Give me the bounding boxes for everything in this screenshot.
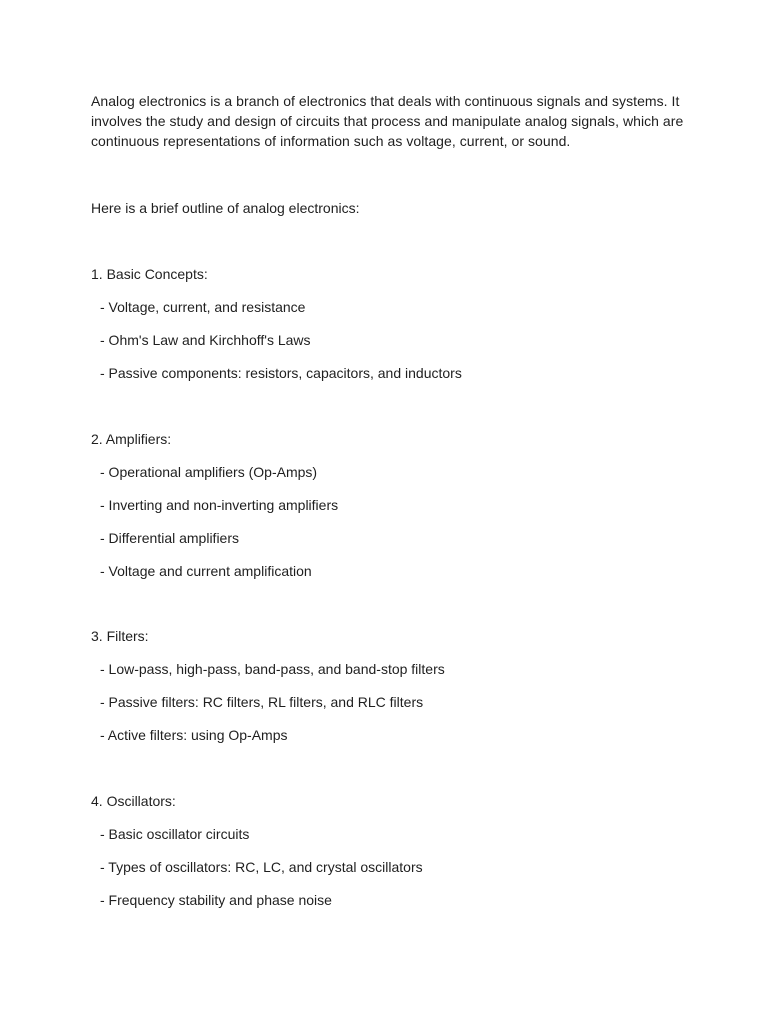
section-heading: 3. Filters:	[91, 628, 149, 644]
list-item: - Operational amplifiers (Op-Amps)	[100, 464, 318, 480]
list-item: - Ohm's Law and Kirchhoff's Laws	[100, 332, 311, 348]
section-heading: 2. Amplifiers:	[91, 431, 172, 447]
list-item: - Passive filters: RC filters, RL filters, and RLC filters	[100, 694, 424, 710]
document-page	[91, 91, 691, 908]
list-item: - Frequency stability and phase noise	[100, 892, 332, 908]
list-item: - Inverting and non-inverting amplifiers	[100, 497, 339, 513]
list-item: - Passive components: resistors, capacitors, and inductors	[100, 365, 462, 381]
list-item: - Low-pass, high-pass, band-pass, and band-stop filters	[100, 661, 445, 677]
outline-line: Here is a brief outline of analog electronics:	[91, 200, 360, 216]
list-item: - Differential amplifiers	[100, 530, 240, 546]
list-item: - Types of oscillators: RC, LC, and crystal oscillators	[100, 859, 423, 875]
section-heading: 4. Oscillators:	[91, 793, 176, 809]
intro-paragraph: Analog electronics is a branch of electronics that deals with continuous signals and systems. It involves the study and design of circuits that process and manipulate analog signals, which are continuous representations of information such as voltage, current, or sound.	[91, 93, 684, 149]
list-item: - Basic oscillator circuits	[100, 826, 250, 842]
list-item: - Voltage and current amplification	[100, 563, 312, 579]
section-heading: 1. Basic Concepts:	[91, 266, 208, 282]
list-item: - Active filters: using Op-Amps	[100, 727, 288, 743]
list-item: - Voltage, current, and resistance	[100, 299, 306, 315]
